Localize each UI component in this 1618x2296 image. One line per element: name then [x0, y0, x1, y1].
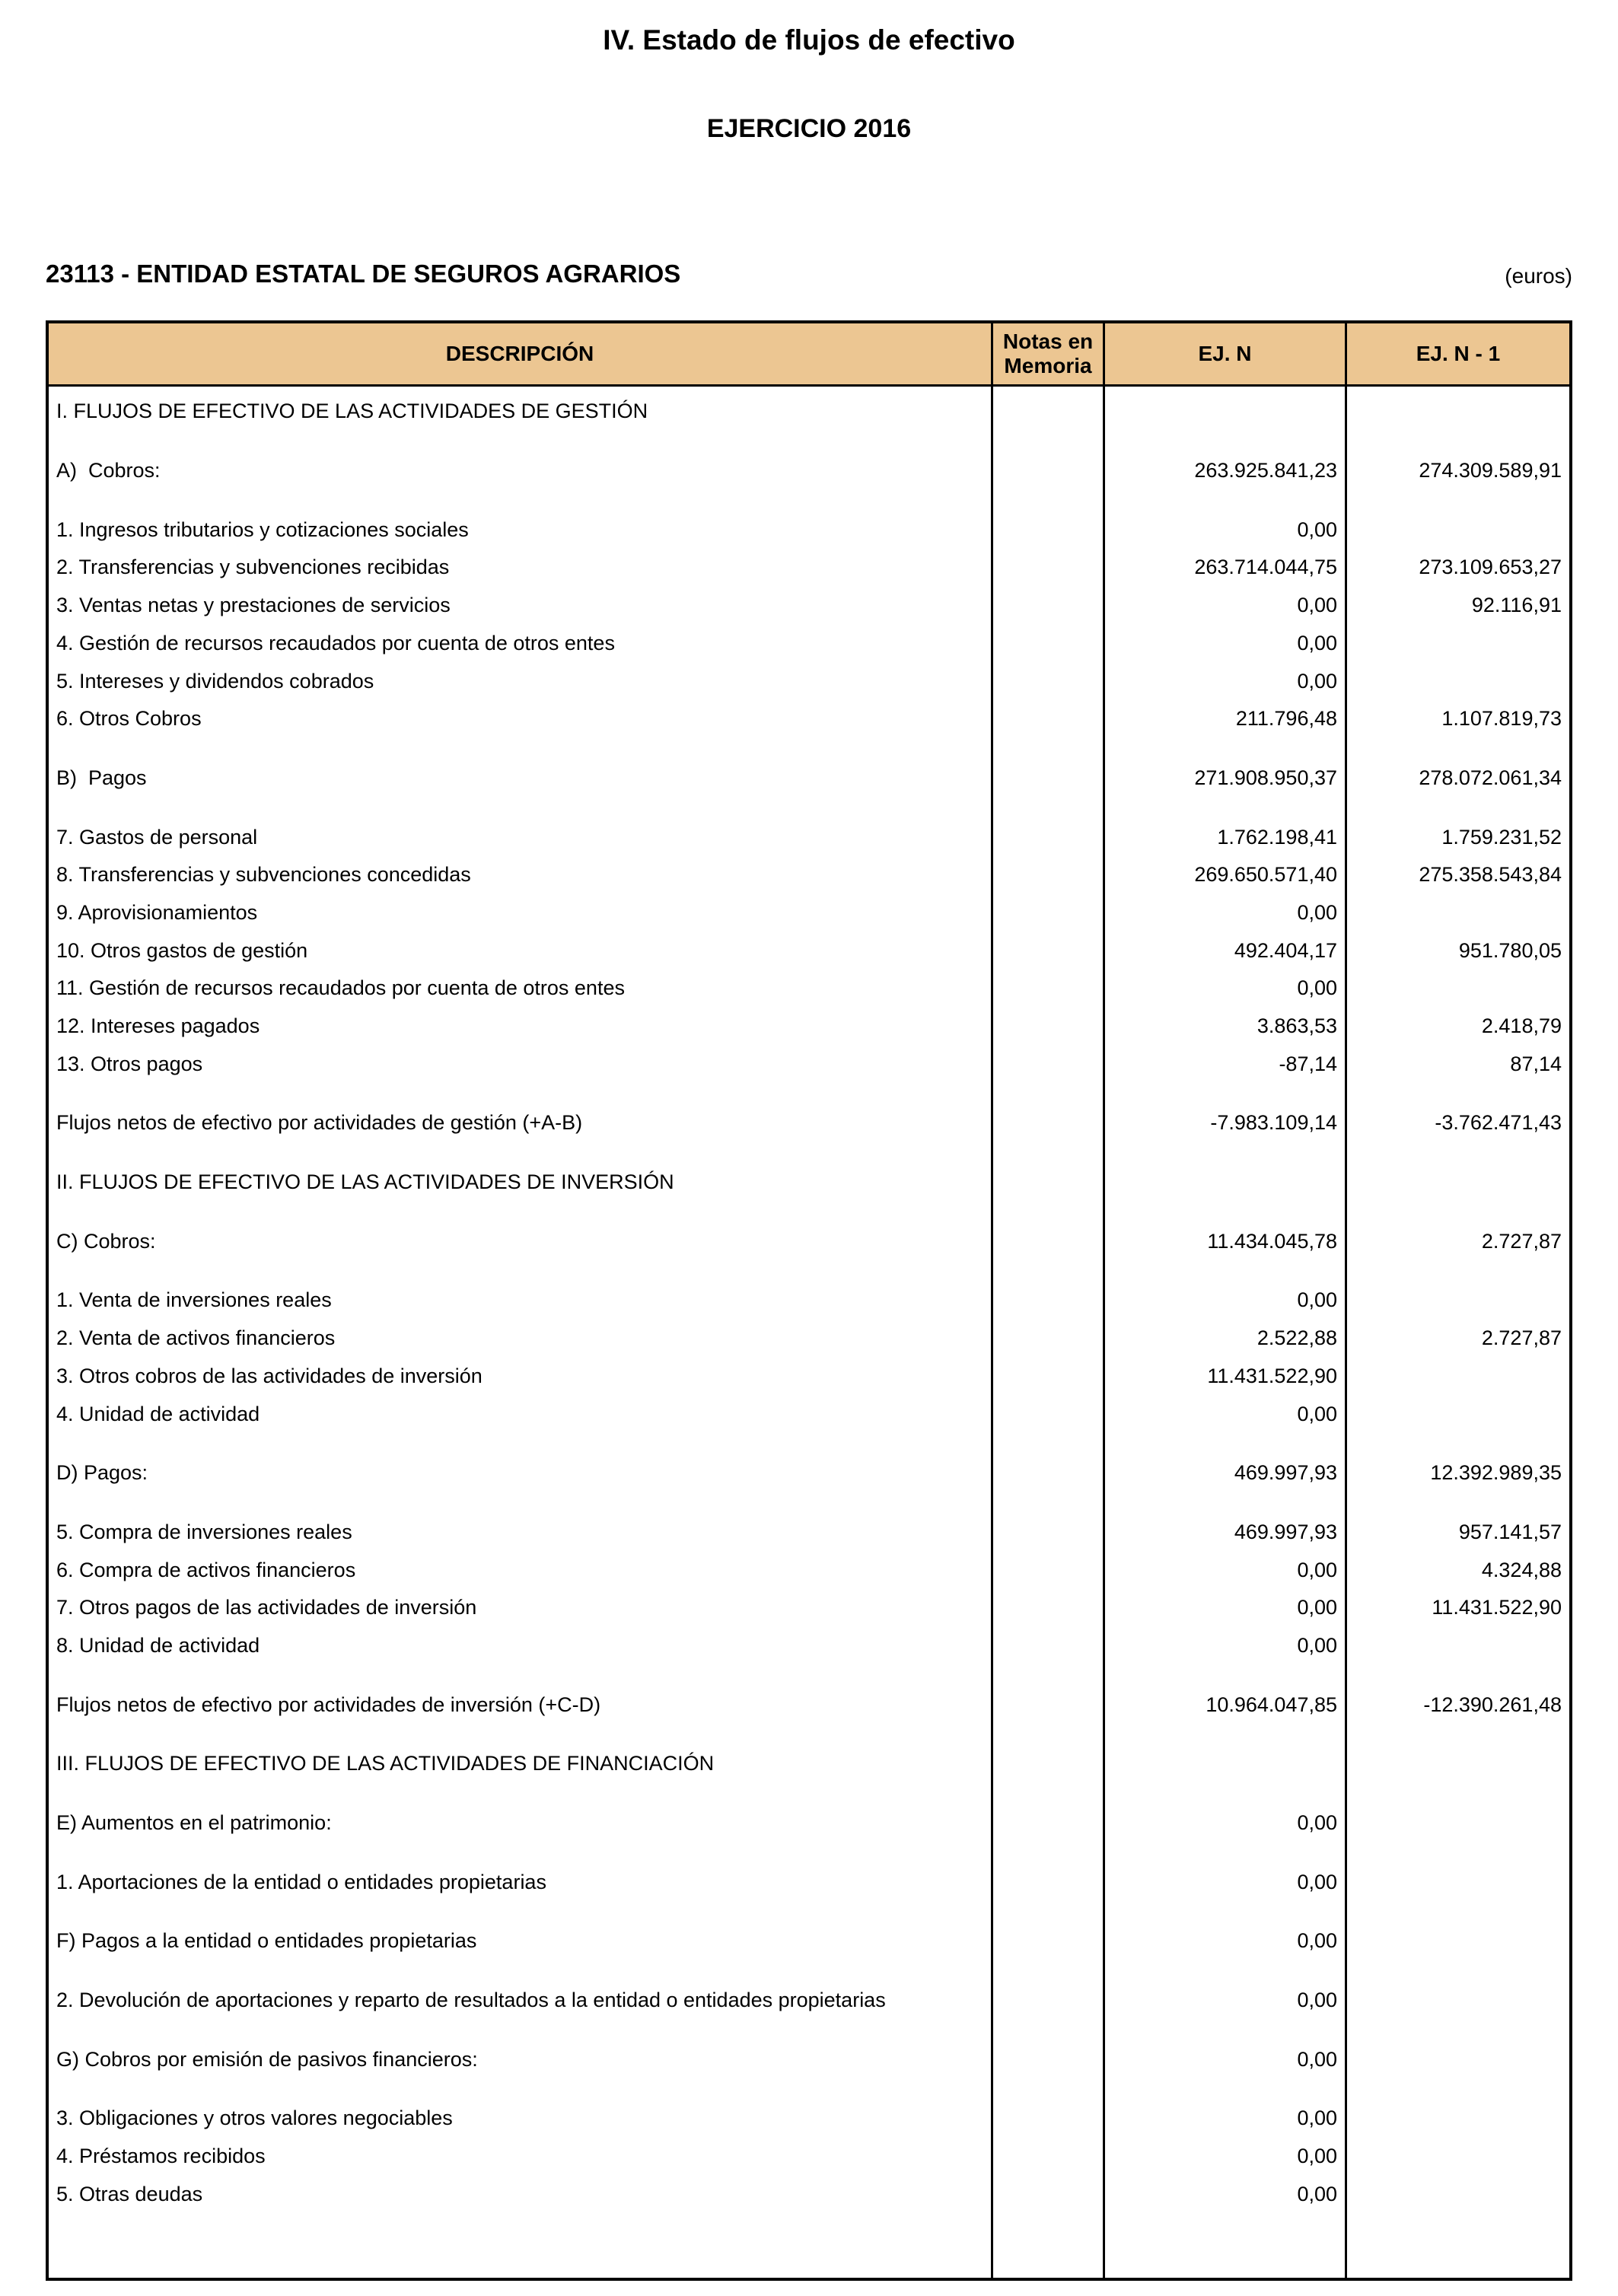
row-notas [991, 2176, 1105, 2214]
table-row [49, 1083, 1569, 1142]
table-row [49, 1552, 1569, 1590]
row-notas [991, 1724, 1105, 1783]
row-ej-n-1: -3.762.471,43 [1435, 1111, 1562, 1135]
row-description: III. FLUJOS DE EFECTIVO DE LAS ACTIVIDADES DE FINANCIACIÓN [56, 1752, 715, 1775]
row-ej-n-1: 278.072.061,34 [1419, 766, 1562, 789]
row-ej-n: 263.925.841,23 [1105, 431, 1347, 490]
row-ej-n: 0,00 [1105, 587, 1347, 625]
entity-header [46, 260, 1572, 288]
row-ej-n-1 [1347, 1396, 1569, 1434]
row-ej-n: 0,00 [1105, 1960, 1347, 2020]
table-row [49, 1046, 1569, 1084]
page-title: IV. Estado de flujos de efectivo [603, 24, 1015, 56]
row-description: B) Pagos [56, 766, 147, 789]
row-ej-n [1105, 387, 1347, 431]
row-ej-n: 492.404,17 [1105, 932, 1347, 970]
row-description: 12. Intereses pagados [56, 1014, 260, 1037]
row-description: 6. Otros Cobros [56, 707, 202, 731]
currency-note: (euros) [1505, 264, 1572, 288]
row-description: 5. Intereses y dividendos cobrados [56, 669, 374, 693]
row-description: 2. Transferencias y subvenciones recibidas [56, 556, 450, 579]
row-description: 7. Gastos de personal [56, 825, 258, 849]
row-description: 2. Venta de activos financieros [56, 1326, 336, 1350]
row-description: C) Cobros: [56, 1229, 156, 1253]
row-description: 5. Compra de inversiones reales [56, 1520, 352, 1543]
row-ej-n: 0,00 [1105, 2138, 1347, 2176]
row-ej-n-1 [1347, 2214, 1569, 2278]
table-row [49, 2138, 1569, 2176]
row-ej-n-1: 11.431.522,90 [1432, 1596, 1562, 1619]
row-notas [991, 1665, 1105, 1724]
row-ej-n-1 [1347, 387, 1569, 431]
row-ej-n-1 [1347, 1358, 1569, 1396]
row-description: 9. Aprovisionamientos [56, 900, 258, 924]
row-ej-n-1: 2.727,87 [1481, 1326, 1562, 1350]
row-ej-n-1: 1.107.819,73 [1441, 707, 1562, 731]
row-notas [991, 2078, 1105, 2138]
row-notas [991, 587, 1105, 625]
row-ej-n: 10.964.047,85 [1105, 1665, 1347, 1724]
row-ej-n-1 [1347, 490, 1569, 549]
row-notas [991, 1552, 1105, 1590]
table-row [49, 549, 1569, 587]
table-row [49, 1960, 1569, 2020]
table-row [49, 625, 1569, 663]
row-ej-n-1 [1347, 663, 1569, 701]
row-notas [991, 700, 1105, 738]
row-description: 8. Unidad de actividad [56, 1633, 260, 1657]
row-ej-n-1: 2.727,87 [1481, 1229, 1562, 1253]
row-notas [991, 1901, 1105, 1960]
table-row [49, 970, 1569, 1008]
row-ej-n: 271.908.950,37 [1105, 738, 1347, 798]
row-ej-n-1 [1347, 1901, 1569, 1960]
row-notas [991, 1083, 1105, 1142]
row-ej-n: 0,00 [1105, 2020, 1347, 2079]
row-ej-n: 0,00 [1105, 1589, 1347, 1627]
table-row [49, 1492, 1569, 1552]
row-ej-n-1 [1347, 2176, 1569, 2214]
table-row [49, 1589, 1569, 1627]
row-ej-n-1: 957.141,57 [1458, 1520, 1562, 1543]
table-row [49, 1433, 1569, 1492]
row-ej-n: 0,00 [1105, 2078, 1347, 2138]
row-notas [991, 1202, 1105, 1261]
row-ej-n-1 [1347, 1142, 1569, 1202]
table-row [49, 1783, 1569, 1842]
row-notas [991, 1783, 1105, 1842]
row-ej-n: -7.983.109,14 [1105, 1083, 1347, 1142]
row-ej-n: 469.997,93 [1105, 1492, 1347, 1552]
row-description: 4. Unidad de actividad [56, 1402, 260, 1425]
row-ej-n: 0,00 [1105, 663, 1347, 701]
row-ej-n-1 [1347, 625, 1569, 663]
row-ej-n: 0,00 [1105, 894, 1347, 932]
row-ej-n-1: 274.309.589,91 [1419, 459, 1562, 482]
row-ej-n [1105, 1724, 1347, 1783]
table-row [49, 2078, 1569, 2138]
row-ej-n-1: 87,14 [1510, 1052, 1562, 1075]
table-row [49, 738, 1569, 798]
row-notas [991, 1396, 1105, 1434]
row-description: Flujos netos de efectivo por actividades de gestión (+A-B) [56, 1111, 583, 1135]
table-row [49, 856, 1569, 894]
row-description: D) Pagos: [56, 1461, 148, 1485]
row-description: II. FLUJOS DE EFECTIVO DE LAS ACTIVIDADES DE INVERSIÓN [56, 1170, 674, 1194]
row-notas [991, 1492, 1105, 1552]
header-ej-n: EJ. N [1105, 323, 1347, 384]
row-notas [991, 1142, 1105, 1202]
row-ej-n-1 [1347, 1783, 1569, 1842]
row-description: 13. Otros pagos [56, 1052, 203, 1075]
row-description: G) Cobros por emisión de pasivos financieros: [56, 2047, 478, 2071]
table-row [49, 1142, 1569, 1202]
row-notas [991, 1008, 1105, 1046]
row-ej-n-1 [1347, 2020, 1569, 2079]
row-notas [991, 1589, 1105, 1627]
row-notas [991, 1627, 1105, 1665]
table-row [49, 663, 1569, 701]
row-ej-n: 211.796,48 [1105, 700, 1347, 738]
row-ej-n: 263.714.044,75 [1105, 549, 1347, 587]
row-description: 6. Compra de activos financieros [56, 1558, 356, 1581]
row-notas [991, 970, 1105, 1008]
row-ej-n: 469.997,93 [1105, 1433, 1347, 1492]
table-row [49, 1396, 1569, 1434]
table-row [49, 1627, 1569, 1665]
table-row [49, 798, 1569, 857]
row-description: 2. Devolución de aportaciones y reparto de resultados a la entidad o entidades propietarias [56, 1989, 886, 2012]
row-ej-n: 0,00 [1105, 1552, 1347, 1590]
row-ej-n: 11.434.045,78 [1105, 1202, 1347, 1261]
table-row [49, 700, 1569, 738]
table-row [49, 932, 1569, 970]
row-ej-n: 0,00 [1105, 1627, 1347, 1665]
row-ej-n: 0,00 [1105, 1396, 1347, 1434]
table-row [49, 490, 1569, 549]
row-description: 4. Préstamos recibidos [56, 2145, 266, 2168]
table-header-row [49, 323, 1569, 387]
table-row [49, 1008, 1569, 1046]
row-notas [991, 2214, 1105, 2278]
row-description: 8. Transferencias y subvenciones concedidas [56, 863, 471, 887]
cash-flow-table [46, 320, 1572, 2281]
row-ej-n-1 [1347, 1260, 1569, 1320]
row-ej-n-1: 4.324,88 [1481, 1558, 1562, 1581]
table-row [49, 387, 1569, 431]
row-notas [991, 431, 1105, 490]
row-notas [991, 1260, 1105, 1320]
row-ej-n: -87,14 [1105, 1046, 1347, 1084]
row-description: 7. Otros pagos de las actividades de inversión [56, 1596, 477, 1619]
exercise-year: EJERCICIO 2016 [706, 114, 912, 143]
row-description: 3. Ventas netas y prestaciones de servicios [56, 594, 451, 617]
table-body [49, 387, 1569, 2277]
row-ej-n-1 [1347, 1724, 1569, 1783]
table-row [49, 1901, 1569, 1960]
row-notas [991, 2138, 1105, 2176]
row-description: 5. Otras deudas [56, 2182, 203, 2205]
row-description: E) Aumentos en el patrimonio: [56, 1811, 332, 1834]
row-description: 1. Venta de inversiones reales [56, 1288, 332, 1312]
table-row [49, 2176, 1569, 2214]
table-row [49, 1358, 1569, 1396]
table-row [49, 1320, 1569, 1358]
row-ej-n-1: 12.392.989,35 [1430, 1461, 1562, 1485]
row-ej-n: 0,00 [1105, 2176, 1347, 2214]
row-notas [991, 932, 1105, 970]
row-ej-n: 0,00 [1105, 1842, 1347, 1902]
table-row [49, 1665, 1569, 1724]
row-ej-n-1: 951.780,05 [1458, 938, 1562, 962]
row-notas [991, 1358, 1105, 1396]
entity-name: 23113 - ENTIDAD ESTATAL DE SEGUROS AGRARIOS [46, 260, 681, 288]
row-ej-n: 2.522,88 [1105, 1320, 1347, 1358]
row-notas [991, 663, 1105, 701]
row-ej-n-1: 275.358.543,84 [1419, 863, 1562, 887]
row-ej-n-1 [1347, 970, 1569, 1008]
row-notas [991, 1960, 1105, 2020]
table-row [49, 1260, 1569, 1320]
row-notas [991, 738, 1105, 798]
row-ej-n-1: 273.109.653,27 [1419, 556, 1562, 579]
row-ej-n: 11.431.522,90 [1105, 1358, 1347, 1396]
table-row [49, 1202, 1569, 1261]
row-ej-n-1 [1347, 2138, 1569, 2176]
row-notas [991, 490, 1105, 549]
header-notas-en-memoria: Notas en Memoria [991, 323, 1105, 384]
row-ej-n [1105, 1142, 1347, 1202]
row-ej-n: 0,00 [1105, 1901, 1347, 1960]
row-description: 10. Otros gastos de gestión [56, 938, 308, 962]
row-ej-n-1: 1.759.231,52 [1441, 825, 1562, 849]
row-description: 1. Aportaciones de la entidad o entidades propietarias [56, 1870, 546, 1893]
row-notas [991, 1320, 1105, 1358]
row-ej-n: 269.650.571,40 [1105, 856, 1347, 894]
row-ej-n: 0,00 [1105, 1783, 1347, 1842]
table-row [49, 894, 1569, 932]
row-description: I. FLUJOS DE EFECTIVO DE LAS ACTIVIDADES DE GESTIÓN [56, 400, 648, 423]
row-ej-n: 0,00 [1105, 1260, 1347, 1320]
row-description: Flujos netos de efectivo por actividades de inversión (+C-D) [56, 1693, 601, 1716]
row-description [49, 2214, 991, 2278]
row-notas [991, 798, 1105, 857]
table-row [49, 587, 1569, 625]
row-description: A) Cobros: [56, 459, 161, 482]
row-description: 4. Gestión de recursos recaudados por cuenta de otros entes [56, 631, 615, 654]
row-ej-n-1 [1347, 1627, 1569, 1665]
header-descripcion: DESCRIPCIÓN [445, 342, 594, 366]
header-ej-n-1: EJ. N - 1 [1416, 342, 1501, 366]
table-row [49, 1842, 1569, 1902]
row-ej-n-1 [1347, 2078, 1569, 2138]
row-notas [991, 387, 1105, 431]
row-ej-n: 0,00 [1105, 625, 1347, 663]
row-description: 3. Obligaciones y otros valores negociables [56, 2107, 453, 2130]
row-notas [991, 856, 1105, 894]
row-ej-n [1105, 2214, 1347, 2278]
row-notas [991, 549, 1105, 587]
row-notas [991, 1842, 1105, 1902]
row-notas [991, 1433, 1105, 1492]
row-ej-n-1: 92.116,91 [1471, 594, 1562, 617]
row-description: 1. Ingresos tributarios y cotizaciones sociales [56, 517, 469, 541]
table-row [49, 2020, 1569, 2079]
row-ej-n-1 [1347, 894, 1569, 932]
row-ej-n: 0,00 [1105, 970, 1347, 1008]
row-notas [991, 2020, 1105, 2079]
row-notas [991, 894, 1105, 932]
row-description: F) Pagos a la entidad o entidades propietarias [56, 1929, 477, 1953]
table-row [49, 1724, 1569, 1783]
row-description: 11. Gestión de recursos recaudados por cuenta de otros entes [56, 976, 625, 1000]
row-ej-n-1 [1347, 1960, 1569, 2020]
row-ej-n: 1.762.198,41 [1105, 798, 1347, 857]
row-ej-n: 0,00 [1105, 490, 1347, 549]
table-row [49, 2214, 1569, 2278]
row-notas [991, 625, 1105, 663]
table-row [49, 431, 1569, 490]
row-description: 3. Otros cobros de las actividades de inversión [56, 1364, 483, 1387]
row-ej-n-1: -12.390.261,48 [1423, 1693, 1562, 1716]
row-ej-n-1 [1347, 1842, 1569, 1902]
row-ej-n-1: 2.418,79 [1481, 1014, 1562, 1037]
row-ej-n: 3.863,53 [1105, 1008, 1347, 1046]
row-notas [991, 1046, 1105, 1084]
